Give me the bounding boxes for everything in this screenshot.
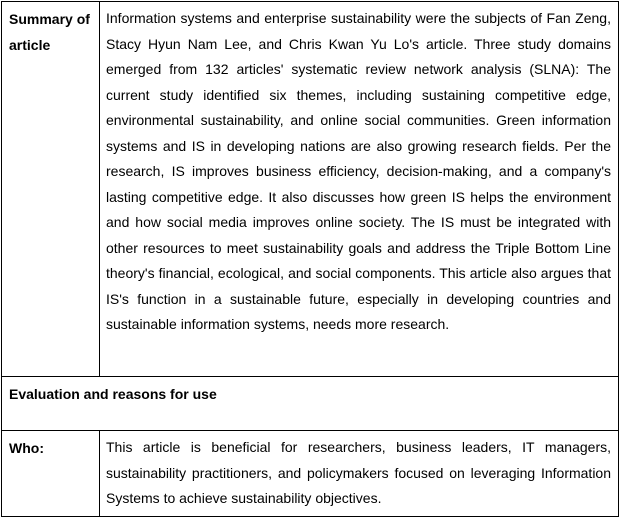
table-row-who [2, 431, 619, 517]
table-row-evaluation-heading [2, 377, 619, 431]
table-row-summary [2, 2, 619, 377]
summary-text: Information systems and enterprise sustainability were the subjects of Fan Zeng, Stacy Hyun Nam Lee, and Chris Kwan Yu Lo's article. Three study domains emerged from 132 articles' systematic review network analysis (SLNA): The current study identified six themes, including sustaining competitive edge, environmental sustainability, and online social communities. Green information systems and IS in developing nations are also growing research fields. Per the research, IS improves business efficiency, decision-making, and a company's lasting competitive edge. It also discusses how green IS helps the environment and how social media improves online society. The IS must be integrated with other resources to meet sustainability goals and address the Triple Bottom Line theory's financial, ecological, and social components. This article also argues that IS's function in a sustainable future, especially in developing countries and sustainable information systems, needs more research. [100, 2, 619, 377]
row-label-summary: Summary of article [2, 2, 100, 377]
row-label-who: Who: [2, 431, 100, 517]
document-table [1, 1, 619, 517]
section-heading-evaluation: Evaluation and reasons for use [2, 377, 619, 431]
who-text: This article is beneficial for researchers, business leaders, IT managers, sustainability practitioners, and policymakers focused on leveraging Information Systems to achieve sustainability objectives. [100, 431, 619, 517]
